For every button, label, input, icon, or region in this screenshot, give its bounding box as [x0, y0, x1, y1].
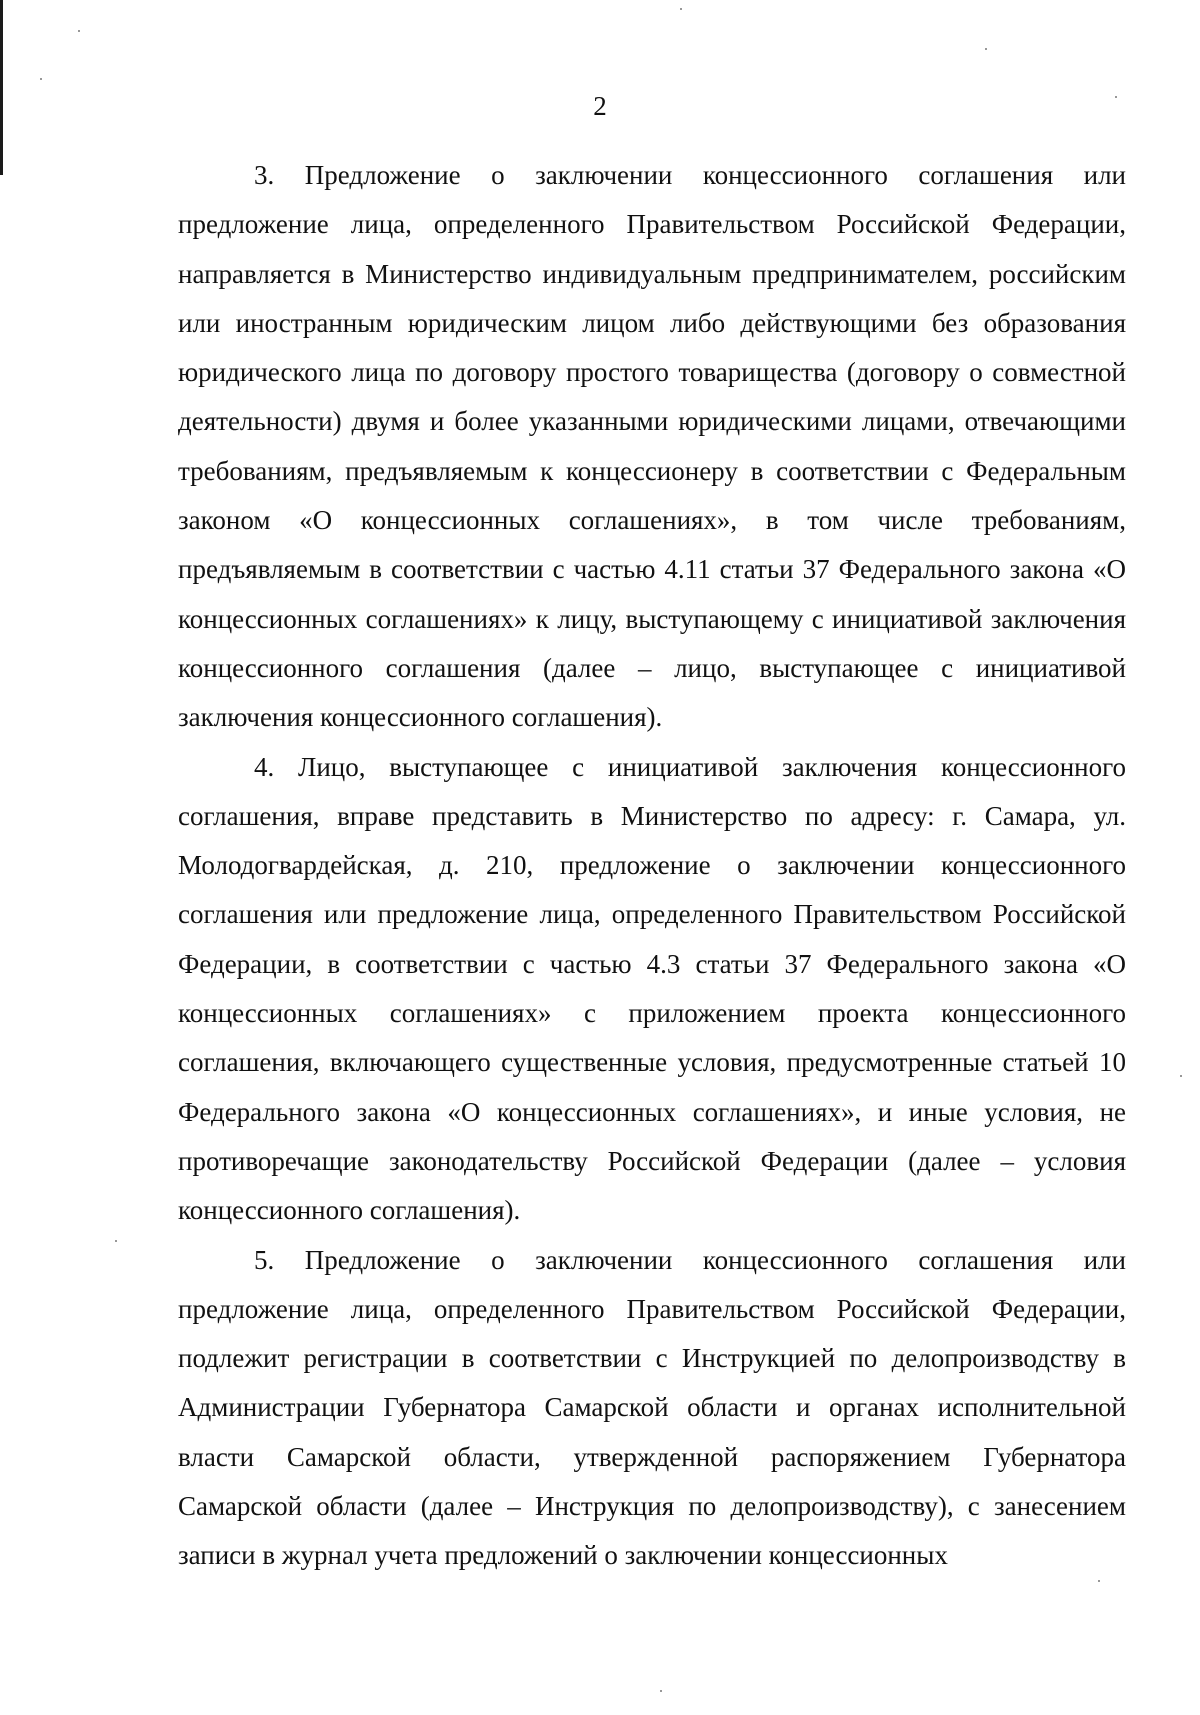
scan-speck	[985, 48, 987, 50]
scan-speck	[1180, 1075, 1182, 1077]
scan-edge-mark	[0, 0, 3, 175]
scan-speck	[78, 30, 80, 32]
paragraph-3: 3. Предложение о заключении концессионного соглашения или предложение лица, определенного Правительством Российской Федерации, направляется в Министерство индивидуальным предпринимателем, российским или иностранным юридическим лицом либо действующими без образования юридического лица по договору простого товарищества (договору о совместной деятельности) двумя и более указанными юридическими лицами, отвечающими требованиям, предъявляемым к концессионеру в соответствии с Федеральным законом «О концессионных соглашениях», в том числе требованиям, предъявляемым в соответствии с частью 4.11 статьи 37 Федерального закона «О концессионных соглашениях» к лицу, выступающему с инициативой заключения концессионного соглашения (далее – лицо, выступающее с инициативой заключения концессионного соглашения).	[178, 160, 1126, 733]
document-body	[178, 151, 1126, 1581]
scan-speck	[1115, 96, 1117, 98]
paragraph-5: 5. Предложение о заключении концессионного соглашения или предложение лица, определенного Правительством Российской Федерации, подлежит регистрации в соответствии с Инструкцией по делопроизводству в Администрации Губернатора Самарской области и органах исполнительной власти Самарской области, утвержденной распоряжением Губернатора Самарской области (далее – Инструкция по делопроизводству), с занесением записи в журнал учета предложений о заключении концессионных	[178, 1244, 1126, 1571]
scan-speck	[680, 8, 682, 10]
scan-speck	[40, 78, 42, 80]
paragraph-4: 4. Лицо, выступающее с инициативой заключения концессионного соглашения, вправе представить в Министерство по адресу: г. Самара, ул. Молодогвардейская, д. 210, предложение о заключении концессионного соглашения или предложение лица, определенного Правительством Российской Федерации, в соответствии с частью 4.3 статьи 37 Федерального закона «О концессионных соглашениях» с приложением проекта концессионного соглашения, включающего существенные условия, предусмотренные статьей 10 Федерального закона «О концессионных соглашениях», и иные условия, не противоречащие законодательству Российской Федерации (далее – условия концессионного соглашения).	[178, 751, 1126, 1226]
scan-speck	[115, 1240, 117, 1242]
scan-speck	[1098, 1580, 1100, 1582]
scan-speck	[660, 1690, 662, 1692]
page-number: 2	[593, 91, 607, 121]
